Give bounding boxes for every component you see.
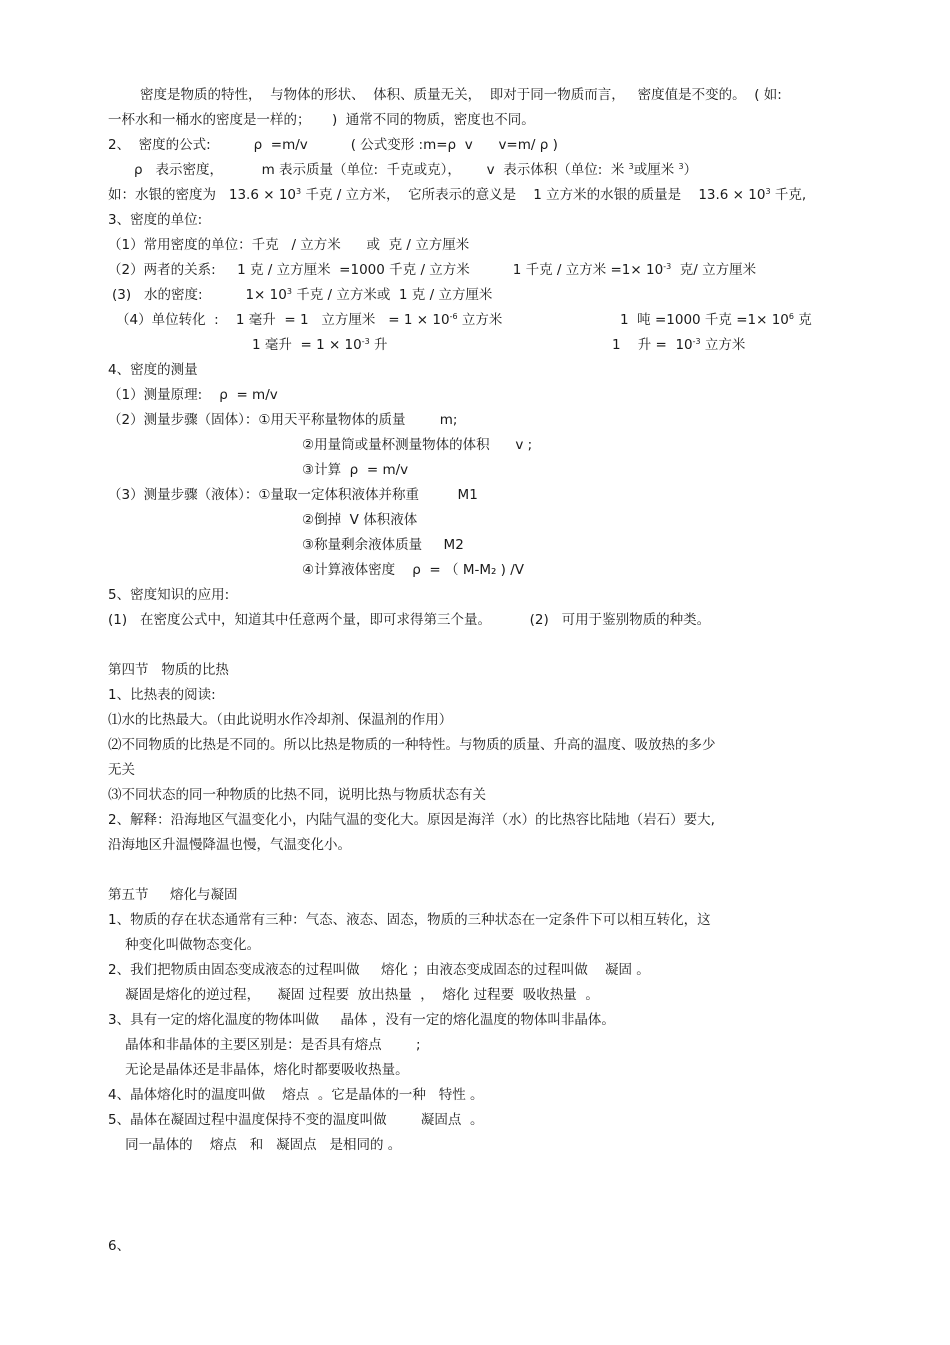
measure-solid-step3: ③计算 ρ = m/v — [302, 462, 409, 478]
measure-solid-step2: ②用量筒或量杯测量物体的体积 v ; — [302, 437, 533, 453]
section5-p9: 5、晶体在凝固过程中温度保持不变的温度叫做 凝固点 。 — [108, 1112, 484, 1128]
section5-p3: 2、我们把物质由固态变成液态的过程叫做 熔化 ；由液态变成固态的过程叫做 凝固 。 — [108, 962, 650, 978]
section4-title: 第四节 物质的比热 — [108, 662, 229, 678]
density-intro-line2: 一杯水和一桶水的密度是一样的； ) 通常不同的物质，密度也不同。 — [108, 112, 535, 128]
measure-principle: （1）测量原理: ρ = m/v — [108, 387, 278, 403]
section4-p7: 沿海地区升温慢降温也慢，气温变化小。 — [108, 837, 351, 853]
units-conversion-b: 1 吨 =1000 千克 $=1\times 10^6$ 克 — [620, 312, 812, 328]
units-item-1: （1）常用密度的单位：千克 / 立方米 或 克 / 立方厘米 — [108, 237, 470, 253]
section5-p5: 3、具有一定的熔化温度的物体叫做 晶体 ，没有一定的熔化温度的物体叫非晶体。 — [108, 1012, 615, 1028]
section5-p2: 种变化叫做物态变化。 — [108, 937, 261, 953]
section5-p10: 同一晶体的 熔点 和 凝固点 是相同的 。 — [108, 1137, 402, 1153]
section4-p2: ⑴水的比热最大。（由此说明水作冷却剂、保温剂的作用） — [108, 712, 453, 728]
section5-p7: 无论是晶体还是非晶体，熔化时都要吸收热量。 — [108, 1062, 409, 1078]
units-conversion-c: 1 毫升 = $1 \times 10^{-3}$ 升 — [252, 337, 388, 353]
section4-p3: ⑵不同物质的比热是不同的。所以比热是物质的一种特性。与物质的质量、升高的温度、吸放热的多少 — [108, 737, 716, 753]
section5-p8: 4、晶体熔化时的温度叫做 熔点 。它是晶体的一种 特性 。 — [108, 1087, 484, 1103]
units-item-3: (3) 水的密度: $1\times 10^3$ 千克 / 立方米或 1 克 / 立方厘米 — [112, 287, 493, 303]
units-heading: 3、密度的单位: — [108, 212, 203, 228]
measure-heading: 4、密度的测量 — [108, 362, 198, 378]
measure-solid-step1: （2）测量步骤（固体）：①用天平称量物体的质量 m; — [108, 412, 458, 428]
section4-p1: 1、比热表的阅读: — [108, 687, 216, 703]
density-intro-line1: 密度是物质的特性， 与物体的形状、 体积、质量无关， 即对于同一物质而言， 密度值是不变的。 ( 如: — [140, 87, 782, 103]
density-symbols: ρ 表示密度， m 表示质量（单位: 千克或克）， v 表示体积（单位: 米 $^3$或厘米 $^3$） — [134, 162, 698, 178]
mercury-example: 如：水银的密度为 $13.6 \times 10^3$ 千克 / 立方米， 它所表示的意义是 1 立方米的水银的质量是 $13.6 \times 10^3$ 千克, — [108, 187, 807, 203]
section5-title: 第五节 熔化与凝固 — [108, 887, 238, 903]
section5-p1: 1、物质的存在状态通常有三种：气态、液态、固态，物质的三种状态在一定条件下可以相互转化，这 — [108, 912, 711, 928]
measure-liquid-step1: （3）测量步骤（液体）：①量取一定体积液体并称重 M1 — [108, 487, 478, 503]
measure-liquid-step2: ②倒掉 V 体积液体 — [302, 512, 418, 528]
units-conversion-a: （4）单位转化 : 1 毫升 = 1 立方厘米 = $1 \times 10^{-6}$ 立方米 — [116, 312, 503, 328]
section5-p11: 6、 — [108, 1238, 131, 1254]
section4-p4: 无关 — [108, 762, 135, 778]
section4-p5: ⑶不同状态的同一种物质的比热不同，说明比热与物质状态有关 — [108, 787, 486, 803]
measure-liquid-step4: ④计算液体密度 ρ = （ M-M₂ ) /V — [302, 562, 525, 578]
units-conversion-d: 1 升 = $10^{-3}$ 立方米 — [612, 337, 746, 353]
measure-liquid-step3: ③称量剩余液体质量 M2 — [302, 537, 464, 553]
apply-heading: 5、密度知识的应用: — [108, 587, 230, 603]
section5-p4: 凝固是熔化的逆过程， 凝固 过程要 放出热量 ， 熔化 过程要 吸收热量 。 — [108, 987, 599, 1003]
section4-p6: 2、解释：沿海地区气温变化小，内陆气温的变化大。原因是海洋（水）的比热容比陆地（岩石）要大, — [108, 812, 715, 828]
units-item-2: （2）两者的关系: 1 克 / 立方厘米 =1000 千克 / 立方米 1 千克 / 立方米 $=1\times 10^{-3}$ 克/ 立方厘米 — [108, 262, 757, 278]
apply-items: (1) 在密度公式中，知道其中任意两个量，即可求得第三个量。 (2) 可用于鉴别物质的种类。 — [108, 612, 711, 628]
density-formula: 2、 密度的公式: ρ =m/v ( 公式变形 :m=ρ v v=m/ ρ ) — [108, 137, 558, 153]
section5-p6: 晶体和非晶体的主要区别是：是否具有熔点 ; — [108, 1037, 421, 1053]
